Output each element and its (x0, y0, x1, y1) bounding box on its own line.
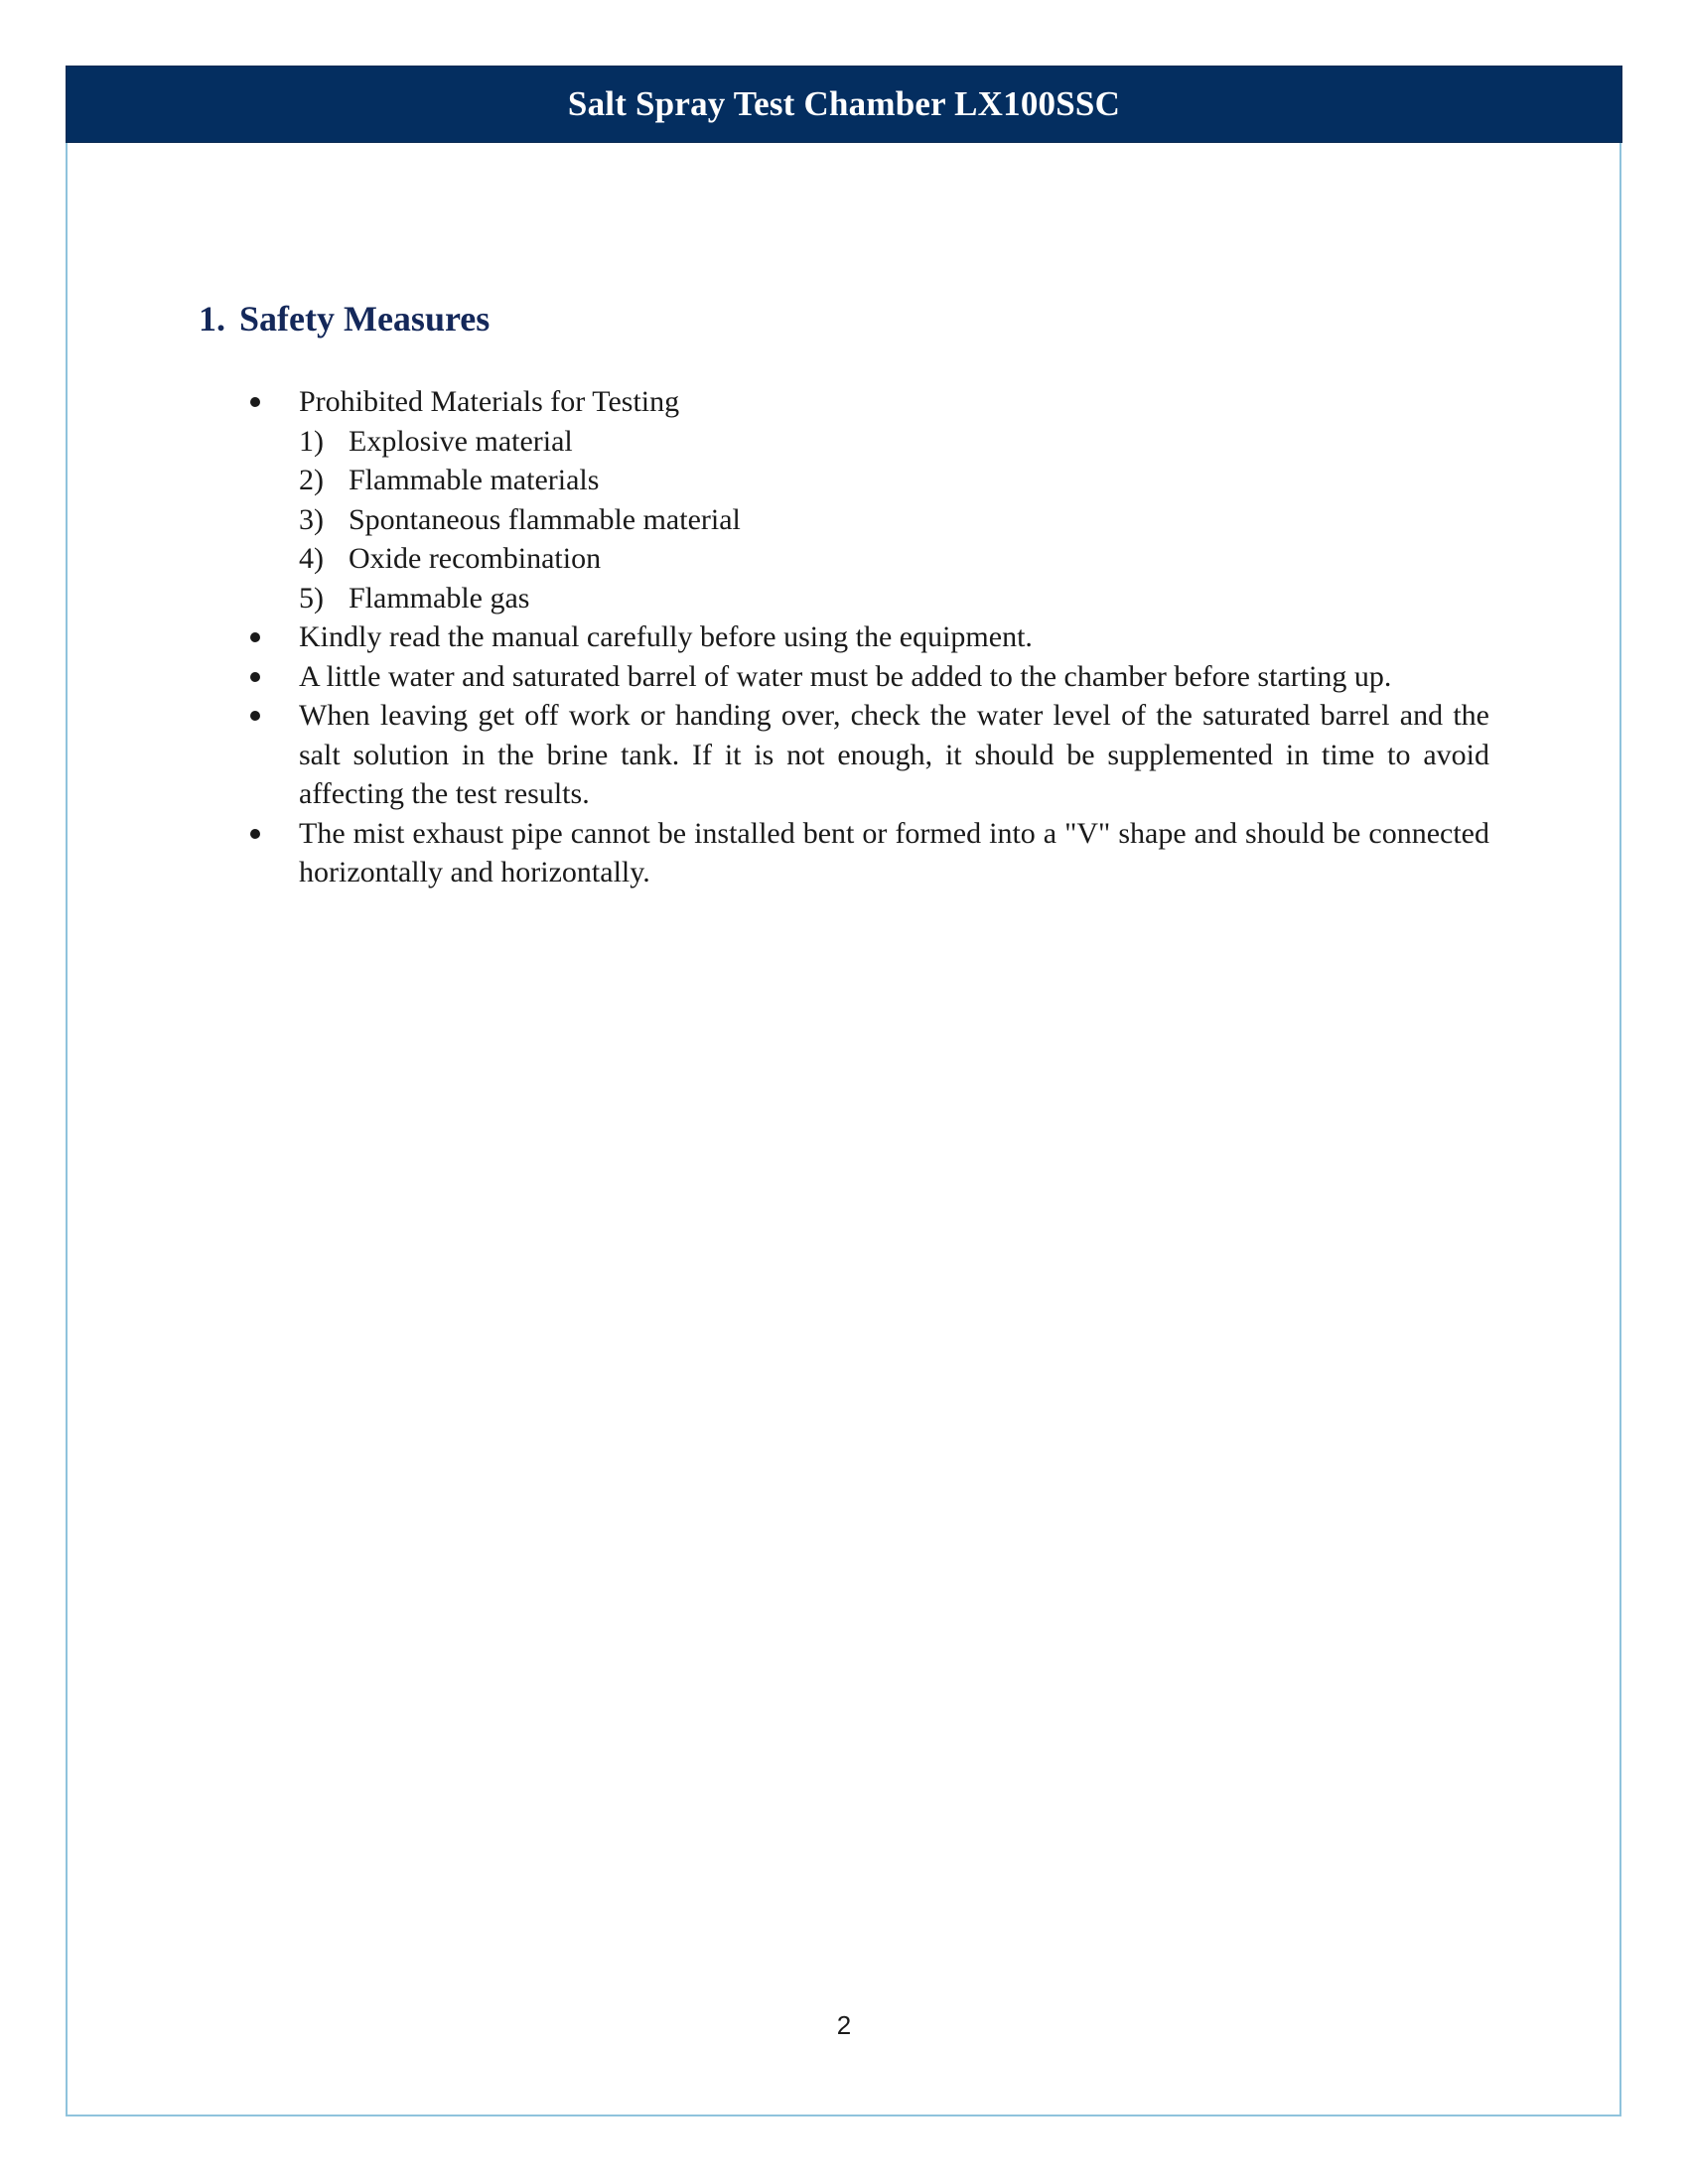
list-item (246, 814, 1489, 892)
sub-list-item (299, 579, 1489, 618)
sub-item-number: 4) (299, 542, 324, 575)
sub-item-text: Oxide recombination (349, 542, 602, 575)
list-item-text: A little water and saturated barrel of water must be added to the chamber before starting up. (299, 659, 1392, 693)
sub-item-number: 3) (299, 502, 324, 536)
section-number: 1. (199, 299, 225, 339)
sub-list-item (299, 422, 1489, 462)
list-item (246, 382, 1489, 617)
sub-item-number: 5) (299, 581, 324, 614)
sub-list-item (299, 500, 1489, 540)
sub-item-text: Spontaneous flammable material (349, 502, 741, 536)
document-title: Salt Spray Test Chamber LX100SSC (567, 84, 1121, 123)
list-item (246, 657, 1489, 697)
sub-item-text: Flammable materials (349, 464, 600, 496)
page-number: 2 (836, 2010, 852, 2040)
page-frame (66, 66, 1621, 2116)
bullet-icon (250, 711, 260, 721)
bullet-icon (250, 632, 260, 642)
list-item-text: Kindly read the manual carefully before using the equipment. (299, 620, 1033, 653)
list-item-text: When leaving get off work or handing over, check the water level of the saturated barrel and the salt solution in the brine tank. If it is not enough, it should be supplemented in time to avoid affecting the test results. (299, 699, 1489, 810)
sub-list-item (299, 461, 1489, 500)
section-title: Safety Measures (239, 299, 491, 339)
sub-list-item (299, 539, 1489, 579)
section-heading (199, 298, 490, 340)
prohibited-materials-list (299, 422, 1489, 618)
sub-item-number: 2) (299, 464, 324, 496)
list-item (246, 617, 1489, 657)
header-bar (66, 66, 1622, 143)
list-item (246, 696, 1489, 814)
sub-item-text: Flammable gas (349, 581, 530, 614)
bullet-icon (250, 397, 260, 407)
sub-item-number: 1) (299, 424, 324, 458)
list-item-text: Prohibited Materials for Testing (299, 385, 680, 418)
bullet-icon (250, 829, 260, 839)
safety-list (246, 382, 1489, 892)
sub-item-text: Explosive material (349, 424, 573, 458)
bullet-icon (250, 672, 260, 682)
list-item-text: The mist exhaust pipe cannot be installed bent or formed into a "V" shape and should be connected horizontally and horizontally. (299, 816, 1489, 888)
